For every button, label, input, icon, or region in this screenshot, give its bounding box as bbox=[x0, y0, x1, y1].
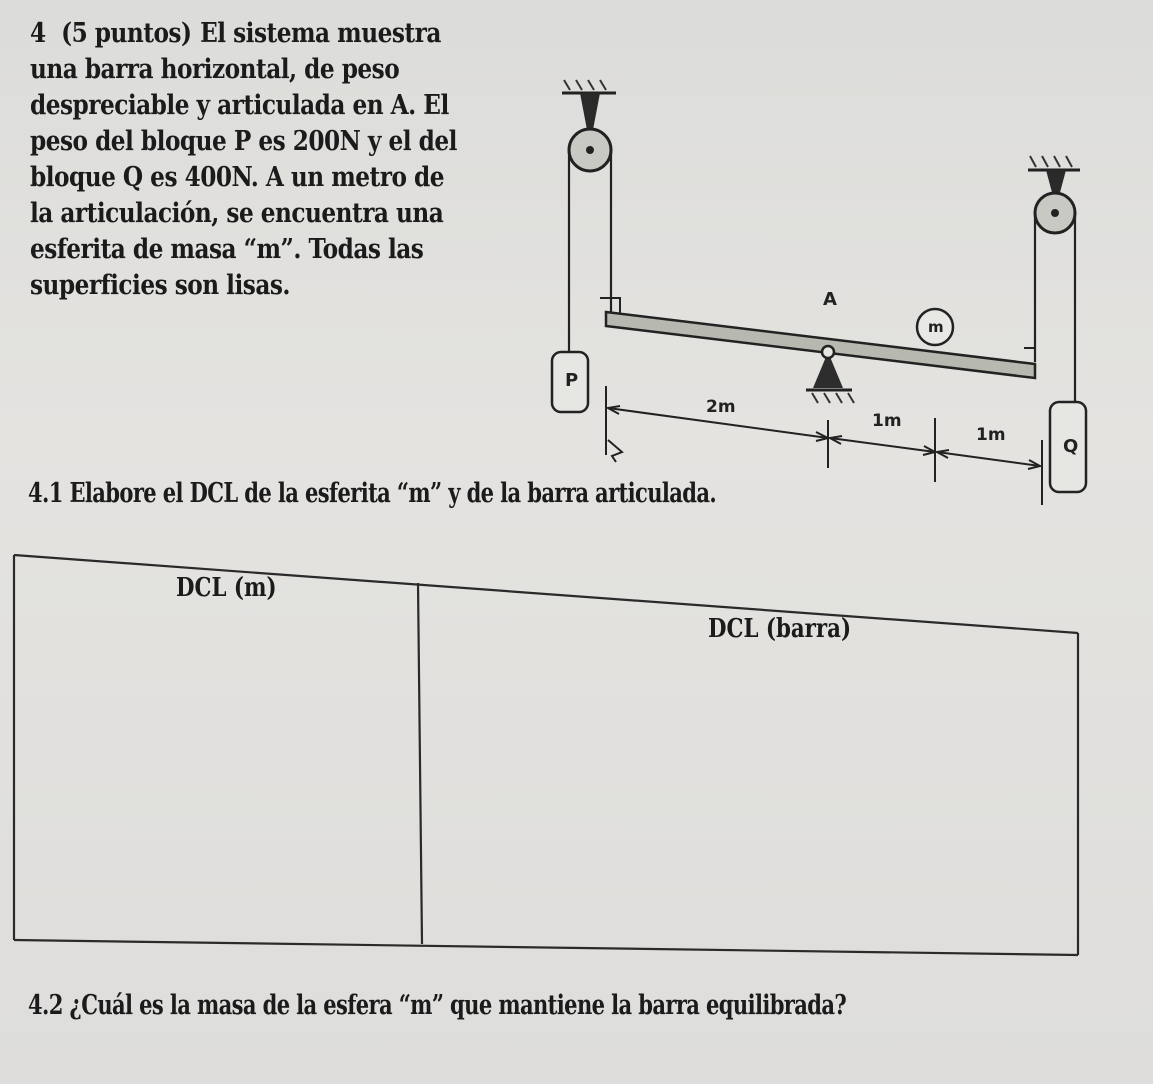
dim-1m-a: 1m bbox=[872, 411, 902, 431]
label-A: A bbox=[823, 289, 837, 310]
label-Q: Q bbox=[1063, 436, 1079, 457]
label-m: m bbox=[928, 318, 944, 336]
question-4-2: 4.2 ¿Cuál es la masa de la esfera “m” que mantiene la barra equilibrada? bbox=[28, 990, 847, 1021]
dcl-m-header: DCL (m) bbox=[176, 573, 277, 603]
dim-2m: 2m bbox=[706, 397, 736, 417]
problem-points: (5 puntos) bbox=[61, 18, 192, 49]
dim-1m-b: 1m bbox=[976, 425, 1006, 445]
bar bbox=[606, 312, 1035, 378]
problem-text: El sistema muestra una barra horizontal, de peso despreciable y articulada en A. El peso del bloque P es 200N y el del bloque Q es 400N. A un metro de la articulación, se encuentra una esferita de masa “m”. Todas las superficies son lisas. bbox=[30, 18, 457, 301]
dcl-table-frame bbox=[14, 555, 1078, 955]
label-P: P bbox=[565, 370, 579, 391]
question-4-1: 4.1 Elabore el DCL de la esferita “m” y de la barra articulada. bbox=[28, 478, 717, 509]
dcl-bar-header: DCL (barra) bbox=[708, 614, 852, 644]
problem-number: 4 bbox=[30, 18, 46, 49]
